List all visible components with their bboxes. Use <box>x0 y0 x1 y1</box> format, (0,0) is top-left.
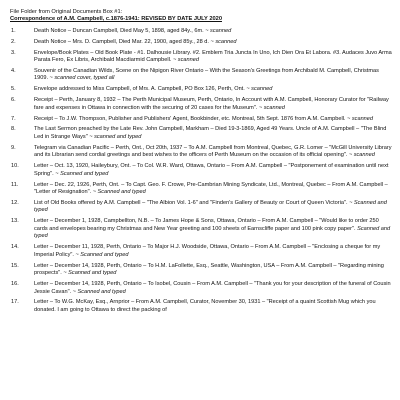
item-text-block <box>34 50 392 65</box>
item-text-block <box>34 145 392 160</box>
item-text: Envelope/Book Plates – Old Book Plate - #1. Dalhousie Library. #2. Emblem Tria Juncta In Uno, Ich Dien Ora Et Labora. #3. Audaces Juvo Arma Parata Fero, Ex Libris, Archibald Macdiarmid Campbell. <box>34 49 392 64</box>
item-text-block <box>34 281 392 296</box>
item-text: Letter – December 1, 1928, Campbellton, N.B. – To James Hope & Sons, Ottawa, Ontario – From A.M. Campbell – "Would like to order 250 cards and envelopes bearing my Christmas and New Year greeting and 100 sheets of Earnscliffe paper and 100 pink copy paper". <box>34 218 379 232</box>
list-item <box>10 218 392 241</box>
item-number: 8. <box>11 126 16 133</box>
list-item <box>10 200 392 215</box>
item-list <box>10 28 392 315</box>
item-number: 15. <box>11 262 19 269</box>
item-number: 11. <box>11 181 19 188</box>
item-status-note: ~ scanned and typed <box>87 133 142 140</box>
item-number: 2. <box>11 38 16 45</box>
item-number: 5. <box>11 86 16 93</box>
item-text: Envelope addressed to Miss Campbell, of Mrs. A. Campbell, PO Box 126, Perth, Ont. <box>34 86 245 93</box>
item-status-note: Scanned and typed <box>34 225 391 240</box>
list-item <box>10 281 392 296</box>
item-status-note: ~ scanned <box>203 27 232 34</box>
item-status-note: ~ scanned <box>171 57 199 64</box>
item-status-note: ~ scanned <box>345 115 374 122</box>
item-status-note: ~ Scanned and typed <box>71 288 126 295</box>
item-text-block <box>34 97 392 112</box>
list-item <box>10 182 392 197</box>
item-text-block <box>34 39 392 47</box>
item-text-block <box>34 263 392 278</box>
item-status-note: ~ scanned cover, typed all <box>48 75 115 82</box>
item-number: 6. <box>11 97 16 104</box>
item-text-block <box>34 163 392 178</box>
item-status-note: ~ Scanned and typed <box>73 251 129 258</box>
item-status-note: ~ scanned <box>257 104 285 111</box>
list-item <box>10 50 392 65</box>
list-item <box>10 68 392 83</box>
item-text: Letter – December 11, 1928, Perth, Ontario – To Major H.J. Woodside, Ottawa, Ontario – From A.M. Campbell – "Enclosing a cheque for my Imperial Policy". <box>34 244 381 258</box>
item-number: 10. <box>11 163 19 170</box>
item-status-note: ~ scanned <box>347 152 375 159</box>
item-text-block <box>34 244 392 259</box>
item-number: 3. <box>11 49 16 56</box>
item-number: 14. <box>11 244 19 251</box>
item-status-note: ~ Scanned and typed <box>34 199 387 214</box>
list-item <box>10 39 392 47</box>
item-text: Death Notice – Duncan Campbell, Died May 5, 1898, aged 84y., 6m. <box>34 27 204 34</box>
item-text: Receipt – Perth, January 8, 1932 – The Perth Municipal Museum, Perth, Ontario, In Account with A.M. Campbell, Honorary Curator for "Railway fare and expenses in Ottawa in connection with the securing of 20 cases for the Museum". <box>34 97 389 111</box>
item-text-block <box>34 116 392 124</box>
list-item <box>10 299 392 314</box>
item-text-block <box>34 126 392 141</box>
item-status-note: ~ Scanned and typed <box>53 170 109 177</box>
item-number: 9. <box>11 144 16 151</box>
item-text: Letter – To W.G. McKay, Esq., Arnprior – From A.M. Campbell, Curator, November 30, 1931 – "Receipt of a quaint Scottish Mug which you donated. I am going to Ottawa to direct the packing of <box>34 299 376 313</box>
item-text-block <box>34 200 392 215</box>
list-item <box>10 116 392 124</box>
item-text: Letter – Oct. 13, 1920, Haileybury, Ont. – To Col. W.R. Ward, Ottawa, Ontario – From A.M. Campbell – "Postponement of examination until next Spring". <box>34 163 389 177</box>
item-text-block <box>34 86 392 94</box>
item-text-block <box>34 28 392 36</box>
item-text: Letter – December 14, 1928, Perth, Ontario – To H.M. LaFollette, Esq., Seattle, Washington, USA – From A.M. Campbell – "Regarding mining prospects". <box>34 262 384 277</box>
item-status-note: ~ Scanned and typed <box>91 189 146 196</box>
list-item <box>10 244 392 259</box>
document-heading: Correspondence of A.M. Campbell, c.1876-1941: REVISED BY DATE JULY 2020 <box>10 16 222 23</box>
item-text: Death Notice – Mrs. D. Campbell, Died Mar. 22, 1900, aged 85y., 28 d. <box>34 38 209 45</box>
item-text: List of Old Books offered by A.M. Campbell – "The Albion Vol. 1-6" and "Finden's Gallery of Beauty or Court of Queen Victoria". <box>34 199 348 206</box>
item-number: 17. <box>11 299 19 306</box>
item-text: Letter – Dec. 22, 1926, Perth, Ont. – To Capt. Geo. F. Crowe, Pre-Cambrian Mining Syndicate, Ltd., Montreal, Quebec – From A.M. Campbell – "Letter of Resignation". <box>34 181 388 196</box>
list-item <box>10 126 392 141</box>
item-number: 4. <box>11 67 16 74</box>
item-number: 16. <box>11 281 19 288</box>
item-number: 13. <box>11 218 19 225</box>
item-text: Souvenir of the Canadian Wilds, Scene on the Nipigon River Ontario – With the Season's Greetings from Archibald M. Campbell, Christmas 1909. <box>34 67 379 82</box>
item-text: Telegram via Canadian Pacific – Perth, Ont., Oct 20th, 1937 – To A.M. Campbell from Montreal, Quebec, G.R. Lomer – "McGill University Library and its Librarian send cordial greetings and best wishes to the officers of Perth Museum on the occasion of its official opening". <box>34 144 392 159</box>
item-text-block <box>34 299 392 314</box>
item-text-block <box>34 218 392 241</box>
item-status-note: ~ scanned <box>244 86 273 93</box>
item-text: The Last Sermon preached by the Late Rev. John Campbell, Markham – Died 19-3-1869, Aged 49 Years. Uncle of A.M. Campbell – "The Blind Led in Strange Ways" <box>34 126 387 140</box>
item-number: 7. <box>11 115 16 122</box>
item-text-block <box>34 68 392 83</box>
list-item <box>10 97 392 112</box>
list-item <box>10 145 392 160</box>
item-status-note: ~ scanned <box>208 38 237 45</box>
item-number: 1. <box>11 27 16 34</box>
item-status-note: ~ Scanned and typed <box>61 270 117 277</box>
list-item <box>10 86 392 94</box>
item-text-block <box>34 182 392 197</box>
item-number: 12. <box>11 199 19 206</box>
list-item <box>10 28 392 36</box>
folder-title: File Folder from Original Documents Box #1: <box>10 9 123 15</box>
list-item <box>10 263 392 278</box>
list-item <box>10 163 392 178</box>
item-text: Receipt – To J.W. Thompson, Publisher and Publishers' Agent, Bookbinder, etc. Montreal, 5th Sept. 1876 from A.M. Campbell. <box>34 115 346 122</box>
item-text: Letter – December 14, 1928, Perth, Ontario – To Isobel, Cousin – From A.M. Campbell – "Thank you for your description of the funeral of Cousin Jessie Cavan". <box>34 281 391 295</box>
